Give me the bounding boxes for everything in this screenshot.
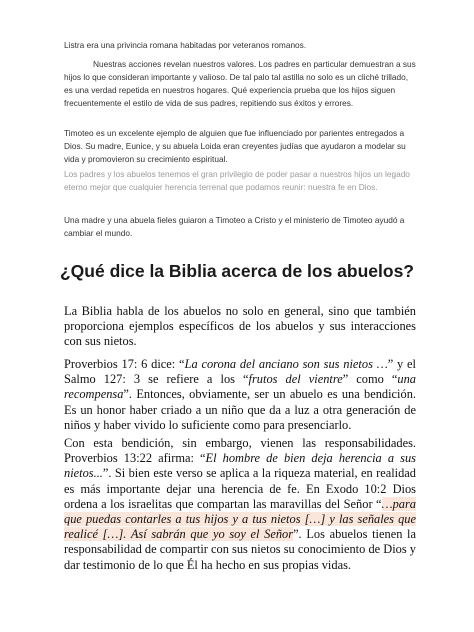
text-segment: Proverbios 17: 6 dice: “ — [64, 357, 185, 371]
paragraph-timoteo: Timoteo es un excelente ejemplo de alguien que fue influenciado por parientes entregados a Dios. Su madre, Eunice, y su abuela Loida eran creyentes judías que ayudaron a modelar su vida y promovieron su crecimiento espiritual. — [64, 128, 406, 164]
paragraph-madre-abuela: Una madre y una abuela fieles guiaron a Timoteo a Cristo y el ministerio de Timoteo ayudó a cambiar el mundo. — [64, 215, 405, 238]
text-segment: ” y el Salmo 127: 3 se refiere a los “ — [64, 357, 417, 387]
section-heading: ¿Qué dice la Biblia acerca de los abuelos? — [59, 261, 415, 281]
paragraph-proverbios-17 — [64, 357, 416, 433]
text-segment: ”. Entonces, obviamente, ser un abuelo es una bendición. Es un honor haber criado a un niño que da a luz a otra generación de niños y haber vivido lo suficiente como para presenciarlo. — [64, 387, 416, 432]
text-segment: ”. Los abuelos tienen la responsabilidad de compartir con sus nietos su conocimiento de Dios y dar testimonio de lo que Él ha hecho en sus propias vidas. — [64, 527, 416, 572]
quote-frutos: frutos del vientre — [248, 372, 343, 387]
paragraph-legado: Los padres y los abuelos tenemos el gran privilegio de poder pasar a nuestros hijos un legado eterno mejor que cualquier herencia terrenal que podamos reunir: nuestra fe en Dios. — [64, 169, 410, 192]
paragraph-acciones: Nuestras acciones revelan nuestros valores. Los padres en particular demuestran a sus hijos lo que consideran importante y valioso. De tal palo tal astilla no solo es un cliché trillado, es una verdad repetida en nuestros hogares. Qué experiencia prueba que los hijos siguen frecuentemente el estilo de vida de sus padres, repitiendo sus éxitos y errores. — [64, 59, 416, 108]
text-segment: Con esta bendición, sin embargo, vienen las responsabilidades. Proverbios 13:22 afirma: “ — [64, 436, 416, 466]
highlighted-quote-exodo: …para que puedas contarles a tus hijos y a tus nietos […] y las señales que realicé […]. Así sabrán que yo soy el Señor — [64, 496, 416, 542]
text-segment: ”. Si bien este verso se aplica a la riqueza material, en realidad es más importante dejar una herencia de fe. En Exodo 10:2 Dios ordena a los israelitas que compartan las maravillas del Señor “ — [64, 466, 416, 511]
quote-corona: La corona del anciano son sus nietos … — [184, 357, 388, 371]
paragraph-biblia-habla: La Biblia habla de los abuelos no solo en general, sino que también proporciona ejemplos específicos de los abuelos y sus interacciones con sus nietos. — [64, 304, 416, 349]
quote-recompensa: una recompensa — [64, 372, 416, 402]
quote-proverbios-13: El hombre de bien deja herencia a sus nietos... — [64, 451, 417, 481]
text-segment: ” como “ — [342, 372, 398, 387]
paragraph-responsabilidades — [64, 436, 416, 573]
paragraph-listra: Listra era una privincia romana habitadas por veteranos romanos. — [64, 40, 307, 50]
